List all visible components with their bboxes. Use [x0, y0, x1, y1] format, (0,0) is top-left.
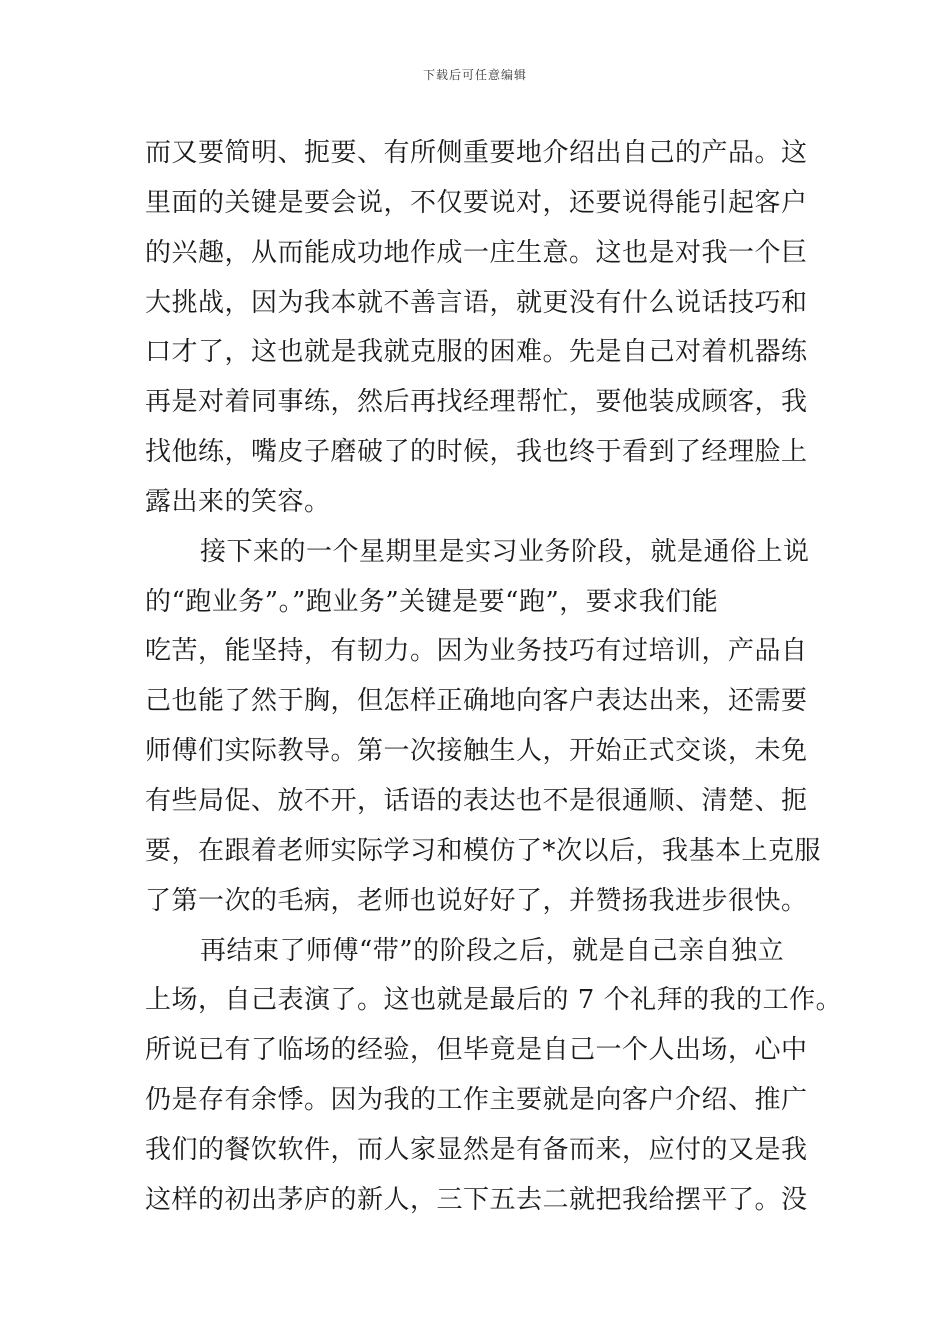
text-line: 吃苦，能坚持，有韧力。因为业务技巧有过培训，产品自 — [145, 636, 808, 667]
text-line: 露出来的笑容。 — [145, 486, 331, 517]
text-line: 所说已有了临场的经验，但毕竟是自己一个人出场，心中 — [145, 1035, 808, 1066]
text-line: 己也能了然于胸，但怎样正确地向客户表达出来，还需要 — [145, 686, 808, 717]
text-line: 仍是存有余悸。因为我的工作主要就是向客户介绍、推广 — [145, 1085, 808, 1116]
text-line: 这样的初出茅庐的新人，三下五去二就把我给摆平了。没 — [145, 1184, 808, 1215]
text-line: 师傅们实际教导。第一次接触生人，开始正式交谈，未免 — [145, 736, 808, 767]
text-line: 找他练，嘴皮子磨破了的时候，我也终于看到了经理脸上 — [145, 437, 808, 468]
page-header: 下载后可任意编辑 — [422, 68, 527, 82]
text-line: 要，在跟着老师实际学习和模仿了*次以后，我基本上克服 — [145, 835, 822, 866]
text-line: 的“跑业务”。”跑业务”关键是要“跑”，要求我们能 — [145, 586, 719, 617]
text-line: 再是对着同事练，然后再找经理帮忙，要他装成顾客，我 — [145, 387, 808, 418]
text-line: 的兴趣，从而能成功地作成一庄生意。这也是对我一个巨 — [145, 237, 808, 268]
text-line: 上场，自己表演了。这也就是最后的 7 个礼拜的我的工作。 — [145, 985, 843, 1016]
text-line: 而又要简明、扼要、有所侧重要地介绍出自己的产品。这 — [145, 138, 808, 168]
text-line: 了第一次的毛病，老师也说好好了，并赞扬我进步很快。 — [145, 885, 808, 916]
text-line: 大挑战，因为我本就不善言语，就更没有什么说话技巧和 — [145, 287, 808, 318]
text-line: 我们的餐饮软件，而人家显然是有备而来，应付的又是我 — [145, 1134, 808, 1165]
paragraph-first-line: 再结束了师傅“带”的阶段之后，就是自己亲自独立 — [200, 935, 785, 966]
text-line: 口才了，这也就是我就克服的困难。先是自己对着机器练 — [145, 337, 808, 368]
text-line: 里面的关键是要会说，不仅要说对，还要说得能引起客户 — [145, 187, 808, 218]
document-body — [145, 129, 843, 1226]
text-line: 有些局促、放不开，话语的表达也不是很通顺、清楚、扼 — [145, 785, 808, 816]
paragraph-first-line: 接下来的一个星期里是实习业务阶段，就是通俗上说 — [200, 536, 810, 567]
